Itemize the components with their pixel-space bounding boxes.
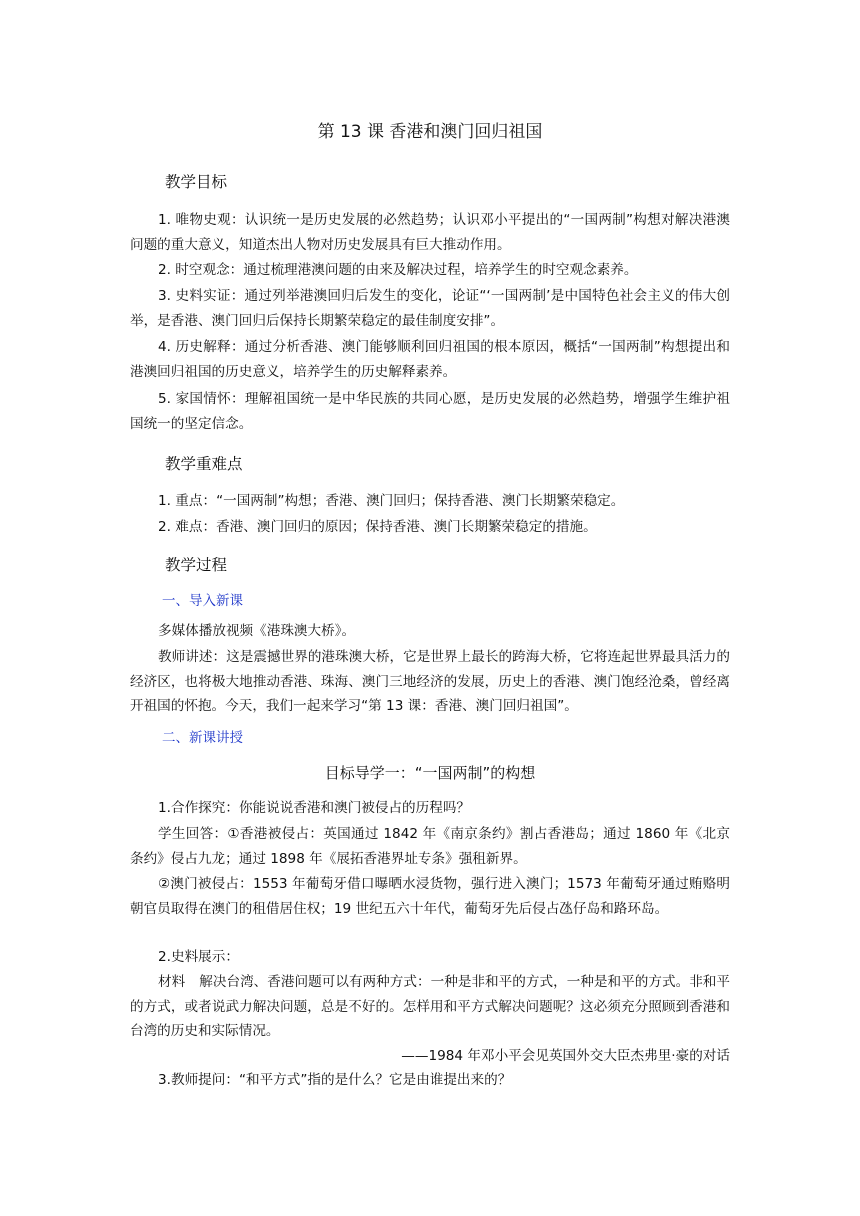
goal-heading: 目标导学一：“一国两制”的构想: [324, 764, 536, 782]
material-text: 解决台湾、香港问题可以有两种方式：一种是非和平的方式，一种是和平的方式。非和平的方式，或者说武力解决问题，总是不好的。怎样用和平方式解决问题呢？这必须充分照顾到香港和台湾的历史和实际情况。: [130, 974, 731, 1040]
keypoint-item-2: 2. 难点：香港、澳门回归的原因；保持香港、澳门长期繁荣稳定的措施。: [158, 519, 597, 535]
part2-heading: 二、新课讲授: [162, 730, 243, 746]
part2-paragraph-2: 学生回答：①香港被侵占：英国通过 1842 年《南京条约》割占香港岛；通过 1860 年《北京条约》侵占九龙；通过 1898 年《展拓香港界址专条》强租新界。: [130, 826, 730, 867]
objective-item-3: 3. 史料实证：通过列举港澳回归后发生的变化，论证“‘一国两制’是中国特色社会主义的伟大创举，是香港、澳门回归后保持长期繁荣稳定的最佳制度安排”。: [130, 288, 730, 329]
material-quote: [130, 970, 730, 1044]
objective-item-4: 4. 历史解释：通过分析香港、澳门能够顺利回归祖国的根本原因，概括“一国两制”构想提出和港澳回归祖国的历史意义，培养学生的历史解释素养。: [130, 339, 730, 380]
keypoints-heading: 教学重难点: [165, 455, 243, 473]
teacher-question: 3.教师提问：“和平方式”指的是什么？它是由谁提出来的？: [158, 1072, 512, 1088]
objective-item-2: 2. 时空观念：通过梳理港澳问题的由来及解决过程，培养学生的时空观念素养。: [158, 262, 638, 278]
objective-item-1: 1. 唯物史观：认识统一是历史发展的必然趋势；认识邓小平提出的“一国两制”构想对解决港澳问题的重大意义，知道杰出人物对历史发展具有巨大推动作用。: [130, 212, 730, 253]
objectives-heading: 教学目标: [165, 173, 228, 191]
part2-paragraph-3: ②澳门被侵占：1553 年葡萄牙借口曝晒水浸货物，强行进入澳门；1573 年葡萄牙通过贿赂明朝官员取得在澳门的租借居住权；19 世纪五六十年代，葡萄牙先后侵占氹仔岛和路环岛。: [130, 876, 730, 917]
keypoint-item-1: 1. 重点：“一国两制”构想；香港、澳门回归；保持香港、澳门长期繁荣稳定。: [158, 493, 625, 509]
lesson-title: 第 13 课 香港和澳门回归祖国: [317, 122, 543, 142]
part1-paragraph-2: 教师讲述：这是震撼世界的港珠澳大桥，它是世界上最长的跨海大桥，它将连起世界最具活力的经济区，也将极大地推动香港、珠海、澳门三地经济的发展，历史上的香港、澳门饱经沧桑，曾经离开祖国的怀抱。今天，我们一起来学习“第 13 课：香港、澳门回归祖国”。: [130, 649, 730, 715]
material-tag: 材料: [158, 974, 186, 990]
part1-paragraph-1: 多媒体播放视频《港珠澳大桥》。: [158, 623, 356, 639]
part1-heading: 一、导入新课: [162, 593, 243, 609]
material-source: ——1984 年邓小平会见英国外交大臣杰弗里·豪的对话: [401, 1048, 730, 1064]
process-heading: 教学过程: [165, 556, 228, 574]
part2-paragraph-4: 2.史料展示：: [158, 949, 239, 965]
part2-paragraph-1: 1.合作探究：你能说说香港和澳门被侵占的历程吗？: [158, 800, 471, 816]
objective-item-5: 5. 家国情怀：理解祖国统一是中华民族的共同心愿，是历史发展的必然趋势，增强学生维护祖国统一的坚定信念。: [130, 391, 730, 432]
